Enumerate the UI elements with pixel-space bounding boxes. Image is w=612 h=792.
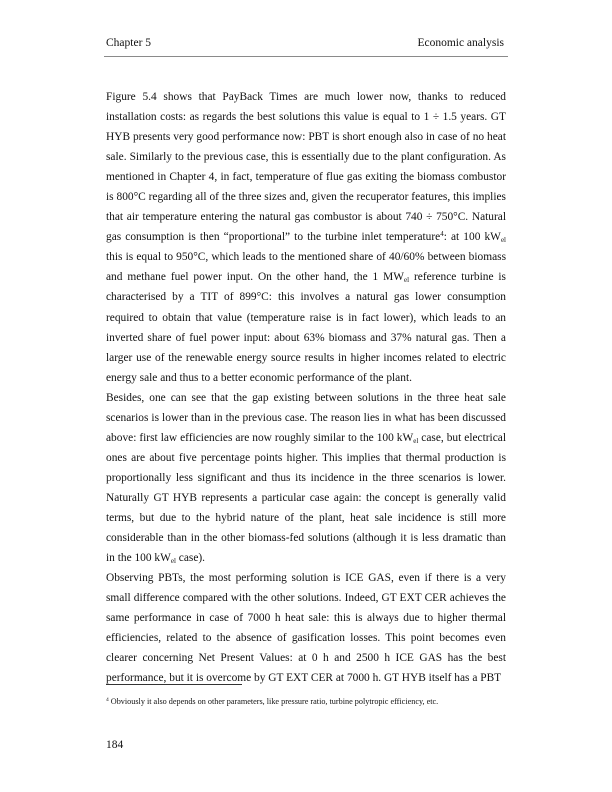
page-number: 184 xyxy=(106,739,124,751)
footnote-ref: 4 xyxy=(440,230,444,239)
header-divider xyxy=(104,56,508,57)
paragraph-2: Besides, one can see that the gap existing between solutions in the three heat sale scenarios is lower than in the previous case. The reason lies in what has been discussed above: first law efficiencies are now roughly similar to the 100 $kW_{el}$ case, but electrical ones are about five percentage points higher. This implies that thermal production is proportionally less significant and thus its incidence in the three scenarios is lower. Naturally GT HYB represents a particular case again: the concept is generally valid terms, but due to the hybrid nature of the plant, heat sale incidence is still more considerable than in the other biomass-fed solutions (although it is less dramatic than in the 100 $kW_{el}$ case). xyxy=(106,391,506,566)
paragraph-1: Figure 5.4 shows that PayBack Times are much lower now, thanks to reduced installation costs: as regards the best solutions this value is equal to 1 ÷ 1.5 years. GT HYB presents very good performance now: PBT is short enough also in case of no heat sale. Similarly to the previous case, this is essentially due to the plant configuration. As mentioned in Chapter 4, in fact, temperature of flue gas exiting the biomass combustor is 800°C regarding all of the three sizes and, given the recuperator features, this implies that air temperature entering the natural gas combustor is about 740 ÷ 750°C. Natural gas consumption is then “proportional” to the turbine inlet temperature$^4$: at 100 $kW_{el}$ this is equal to 950°C, which leads to the mentioned share of 40/60% between biomass and methane fuel power input. On the other hand, the 1 $MW_{el}$ reference turbine is characterised by a TIT of 899°C: this involves a natural gas lower consumption required to obtain that value (temperature raise is in fact lower), which leads to an inverted share of fuel power input: about 63% biomass and 37% natural gas. Then a larger use of the renewable energy source results in higher incomes related to electric energy sale and thus to a better economic performance of the plant. xyxy=(106,91,506,384)
running-header xyxy=(106,37,506,53)
body-text xyxy=(106,87,506,688)
footnote-divider xyxy=(106,684,242,685)
footnote-text: Obviously it also depends on other parameters, like pressure ratio, turbine polytropic efficiency, etc. xyxy=(108,697,439,706)
footnote xyxy=(106,697,516,706)
chapter-label: Chapter 5 xyxy=(106,37,152,49)
footnote-marker: 4 xyxy=(106,697,109,703)
section-title: Economic analysis xyxy=(417,37,504,49)
paragraph-3: Observing PBTs, the most performing solution is ICE GAS, even if there is a very small difference compared with the other solutions. Indeed, GT EXT CER achieves the same performance in case of 7000 h heat sale: this is always due to higher thermal efficiencies, related to the absence of gasification losses. This point becomes even clearer concerning Net Present Values: at 0 h and 2500 h ICE GAS has the best performance, but it is overcome by GT EXT CER at 7000 h. GT HYB itself has a PBT xyxy=(106,572,506,685)
